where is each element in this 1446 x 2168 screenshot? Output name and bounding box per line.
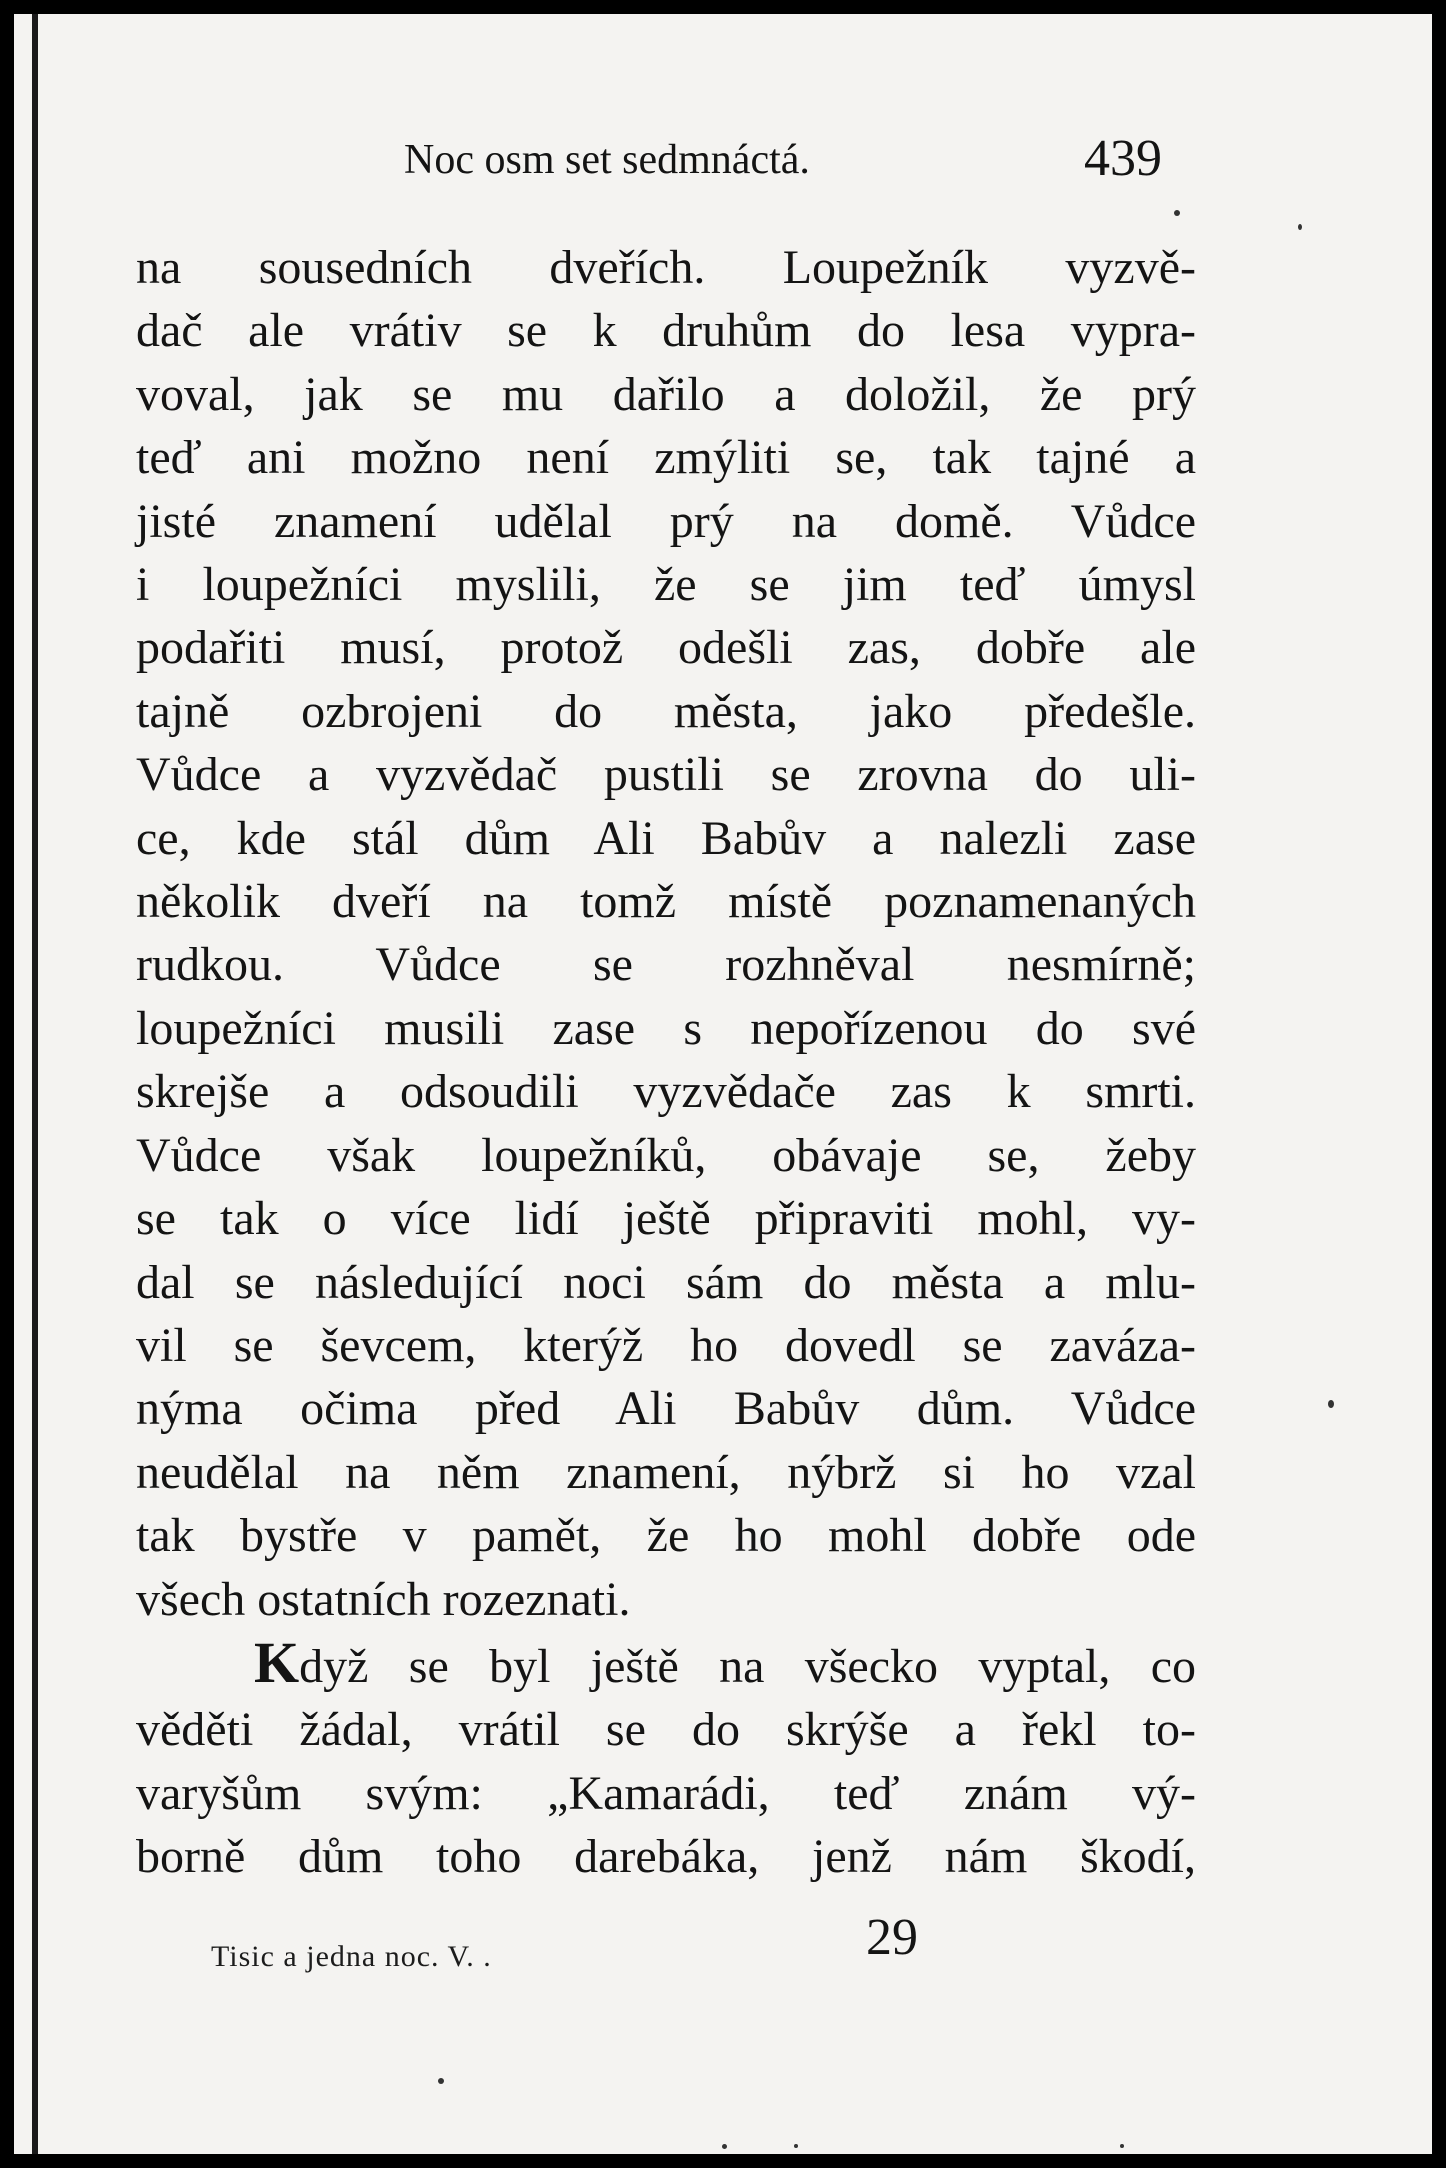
- text-line: jisté znamení udělal prý na domě. Vůdce: [136, 494, 1196, 548]
- text-line: dal se následující noci sám do města a mlu-: [136, 1255, 1196, 1309]
- scan-speck: [438, 2078, 444, 2084]
- text-line: neudělal na něm znamení, nýbrž si ho vzal: [136, 1445, 1196, 1499]
- text-line: tak bystře v pamět, že ho mohl dobře ode: [136, 1509, 1196, 1563]
- printer-signature: Tisic a jedna noc. V. .: [211, 1940, 492, 1973]
- text-line: věděti žádal, vrátil se do skrýše a řekl to-: [136, 1703, 1196, 1757]
- gutter-shadow: [32, 14, 38, 2154]
- text-line: ce, kde stál dům Ali Babův a nalezli zase: [136, 811, 1196, 865]
- text-line: několik dveří na tomž místě poznamenaných: [136, 875, 1196, 929]
- text-line: i loupežníci myslili, že se jim teď úmysl: [136, 558, 1196, 612]
- text-line: Vůdce však loupežníků, obávaje se, žeby: [136, 1128, 1196, 1182]
- scan-speck: [794, 2144, 798, 2148]
- scan-speck: [1328, 1400, 1334, 1408]
- text-line: podařiti musí, protož odešli zas, dobře ale: [136, 621, 1196, 675]
- text-line: dač ale vrátiv se k druhům do lesa vypra-: [136, 304, 1196, 358]
- scan-speck: [1174, 210, 1180, 216]
- page-number: 439: [1084, 130, 1162, 187]
- page-sheet: [14, 14, 1432, 2154]
- text-line-rest: dyž se byl ještě na všecko vyptal, co: [299, 1639, 1196, 1693]
- text-line: se tak o více lidí ještě připraviti mohl, vy-: [136, 1192, 1196, 1246]
- scan-speck: [1298, 224, 1302, 230]
- scan-speck: [722, 2144, 727, 2149]
- text-line: voval, jak se mu dařilo a doložil, že prý: [136, 367, 1196, 421]
- text-line: vil se ševcem, kterýž ho dovedl se zavázа-: [136, 1318, 1196, 1372]
- text-line: skrejše a odsoudili vyzvědače zas k smrti.: [136, 1065, 1196, 1119]
- sheet-signature-number: 29: [866, 1909, 918, 1966]
- text-line: rudkou. Vůdce se rozhněval nesmírně;: [136, 938, 1196, 992]
- text-line: teď ani možno není zmýliti se, tak tajné a: [136, 431, 1196, 485]
- text-line: borně dům toho darebáka, jenž nám škodí,: [136, 1830, 1196, 1884]
- text-line: loupežníci musili zase s nepořízenou do své: [136, 1001, 1196, 1055]
- text-line: všech ostatních rozeznati.: [136, 1572, 631, 1626]
- text-line: nýma očima před Ali Babův dům. Vůdce: [136, 1382, 1196, 1436]
- text-line: na sousedních dveřích. Loupežník vyzvě-: [136, 241, 1196, 294]
- drop-capital: K: [254, 1629, 300, 1695]
- text-line: Vůdce a vyzvědač pustili se zrovna do uli-: [136, 748, 1196, 802]
- text-line: varyšům svým: „Kamarádi, teď znám vý-: [136, 1766, 1196, 1820]
- body-text: [136, 236, 1196, 1889]
- running-title: Noc osm set sedmnáctá.: [404, 137, 810, 183]
- text-line: tajně ozbrojeni do města, jako předešle.: [136, 684, 1196, 738]
- scan-speck: [1120, 2144, 1124, 2148]
- paragraph-first-line: [136, 1631, 1196, 1698]
